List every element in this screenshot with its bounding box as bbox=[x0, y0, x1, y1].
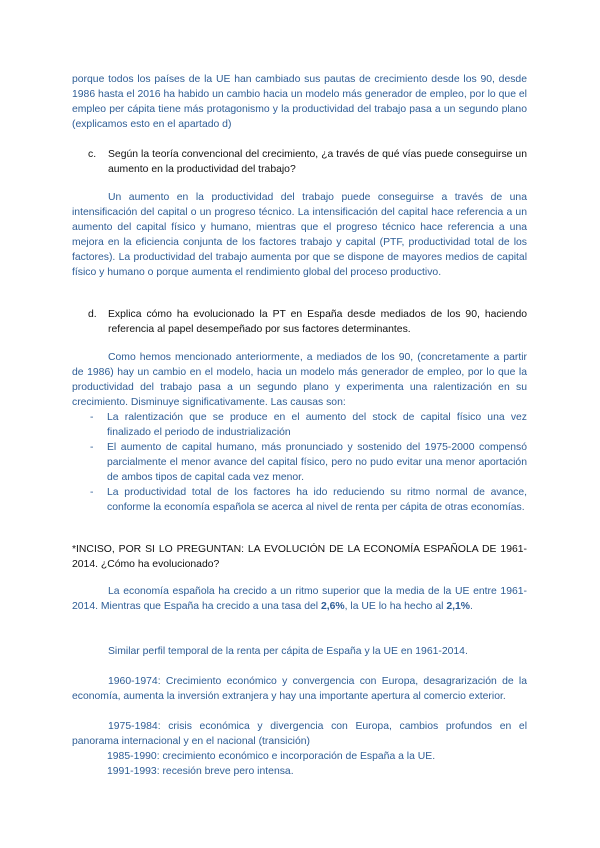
period-item: 1975-1984: crisis económica y divergencia con Europa, cambios profundos en el panorama internacional y en el nacional (transición) bbox=[72, 721, 527, 747]
question-c: Según la teoría convencional del crecimiento, ¿a través de qué vías puede conseguirse un aumento en la productividad del trabajo? bbox=[108, 149, 527, 175]
bullet-item: La ralentización que se produce en el aumento del stock de capital físico una vez finalizado el periodo de industrialización bbox=[107, 412, 527, 438]
bullet-marker: - bbox=[90, 412, 94, 423]
question-d: Explica cómo ha evolucionado la PT en España desde mediados de los 90, haciendo referencia al papel desempeñado por sus factores determinantes. bbox=[108, 309, 527, 335]
growth-paragraph: La economía española ha crecido a un ritmo superior que la media de la UE entre 1961-2014. Mientras que España ha crecido a una tasa del 2,6%, la UE lo ha hecho al 2,1%. bbox=[72, 586, 527, 612]
similar-profile: Similar perfil temporal de la renta per cápita de España y la UE en 1961-2014. bbox=[108, 646, 468, 657]
question-c-letter: c. bbox=[88, 149, 97, 160]
answer-c: Un aumento en la productividad del trabajo puede conseguirse a través de una intensificación del capital o un progreso técnico. La intensificación del capital hace referencia a un aumento del capital físico y humano, mientras que el progreso técnico hace referencia a una mejora en la eficiencia conjunta de los factores trabajo y capital (PTF, productividad total de los factores). La productividad del trabajo aumenta por que se dispone de mayores medios de capital físico y humano o porque aumenta el rendimiento global del proceso productivo. bbox=[72, 192, 527, 278]
bullet-item: El aumento de capital humano, más pronunciado y sostenido del 1975-2000 compensó parcialmente el menor avance del capital físico, pero no pudo evitar una menor aportación de ambos tipos de capital cada vez menor. bbox=[107, 442, 527, 483]
paragraph-continuation: porque todos los países de la UE han cambiado sus pautas de crecimiento desde los 90, desde 1986 hasta el 2016 ha habido un cambio hacia un modelo más generador de empleo, por lo que el empleo per cápita tiene más protagonismo y la productividad del trabajo pasa a un segundo plano (explicamos esto en el apartado d) bbox=[72, 74, 527, 130]
bullet-marker: - bbox=[90, 442, 94, 453]
period-item: 1985-1990: crecimiento económico e incorporación de España a la UE. bbox=[107, 751, 436, 762]
answer-d: Como hemos mencionado anteriormente, a mediados de los 90, (concretamente a partir de 1986) hay un cambio en el modelo, hacia un modelo más generador de empleo, por lo que la productividad del trabajo pasa a un segundo plano y experimenta una ralentización en su crecimiento. Disminuye significativamente. Las causas son: bbox=[72, 352, 527, 408]
question-d-letter: d. bbox=[88, 309, 97, 320]
period-item: 1960-1974: Crecimiento económico y convergencia con Europa, desagrarización de la economía, aumenta la inversión extranjera y hay una importante apertura al comercio exterior. bbox=[72, 676, 527, 702]
bullet-item: La productividad total de los factores ha ido reduciendo su ritmo normal de avance, conforme la economía española se acerca al nivel de renta per cápita de otras economías. bbox=[107, 487, 527, 513]
inciso-heading: *INCISO, POR SI LO PREGUNTAN: LA EVOLUCIÓN DE LA ECONOMÍA ESPAÑOLA DE 1961-2014. ¿Cómo ha evolucionado? bbox=[72, 544, 527, 570]
bullet-marker: - bbox=[90, 487, 94, 498]
period-item: 1991-1993: recesión breve pero intensa. bbox=[107, 766, 294, 777]
